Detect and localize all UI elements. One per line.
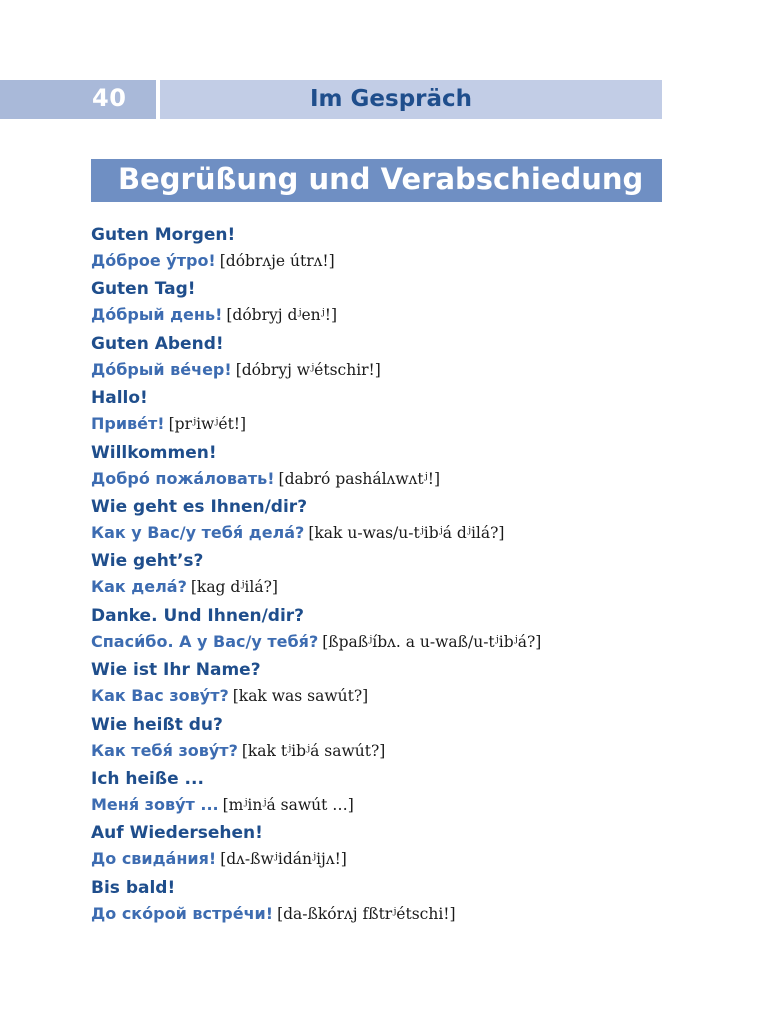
phrase-item (91, 604, 691, 655)
russian-phrase: До свида́ния! (91, 849, 217, 869)
russian-line (91, 738, 691, 764)
german-phrase: Guten Morgen! (91, 225, 236, 245)
german-phrase: Wie ist Ihr Name? (91, 660, 261, 681)
german-phrase: Auf Wiedersehen! (91, 823, 263, 844)
german-phrase: Willkommen! (91, 442, 217, 463)
russian-line (91, 248, 691, 274)
russian-line (91, 411, 691, 437)
transliteration: [kag dʲilá?] (190, 578, 278, 597)
chapter-title: Im Gespräch (310, 86, 473, 112)
russian-line (91, 792, 691, 818)
phrase-item (91, 767, 691, 818)
russian-line (91, 901, 691, 927)
german-phrase: Ich heiße ... (91, 768, 204, 789)
transliteration: [kak tʲibʲá sawút?] (241, 741, 386, 760)
phrase-item (91, 386, 691, 437)
transliteration: [dóbryj dʲenʲ!] (226, 306, 338, 325)
german-phrase: Bis bald! (91, 877, 176, 898)
phrase-item (91, 441, 691, 492)
transliteration: [dóbryj wʲétschir!] (235, 360, 381, 379)
russian-phrase: Как Вас зову́т? (91, 686, 229, 706)
russian-line (91, 466, 691, 492)
transliteration: [kak was sawút?] (232, 687, 369, 706)
transliteration: [ßpaßʲíbʌ. a u-waß/u-tʲibʲá?] (322, 632, 542, 651)
page-number-box (0, 80, 156, 119)
section-title: Begrüßung und Verabschiedung (118, 162, 644, 196)
phrase-list (91, 223, 691, 930)
russian-line (91, 846, 691, 872)
russian-phrase: До́брый день! (91, 305, 223, 325)
russian-line (91, 629, 691, 655)
transliteration: [kak u-was/u-tʲibʲá dʲilá?] (308, 523, 505, 542)
transliteration: [prʲiwʲét!] (168, 415, 247, 434)
russian-line (91, 520, 691, 546)
german-phrase: Wie geht es Ihnen/dir? (91, 496, 308, 517)
transliteration: [da-ßkórʌj fßtrʲétschi!] (277, 904, 456, 923)
phrase-item (91, 495, 691, 546)
russian-phrase: Меня́ зову́т ... (91, 794, 219, 814)
german-phrase: Hallo! (91, 388, 148, 409)
german-phrase: Wie heißt du? (91, 714, 223, 735)
phrase-item (91, 658, 691, 709)
transliteration: [dóbrʌje útrʌ!] (219, 252, 335, 270)
phrase-item (91, 223, 691, 274)
page-header (0, 80, 662, 119)
russian-phrase: Как у Вас/у тебя́ дела́? (91, 522, 305, 542)
phrase-item (91, 821, 691, 872)
german-phrase: Guten Tag! (91, 279, 196, 300)
russian-phrase: Как тебя́ зову́т? (91, 740, 238, 760)
section-heading-bar (91, 159, 662, 202)
russian-phrase: Добро́ пожа́ловать! (91, 468, 275, 488)
russian-line (91, 574, 691, 600)
chapter-box (160, 80, 662, 119)
russian-line (91, 357, 691, 383)
russian-line (91, 683, 691, 709)
russian-line (91, 302, 691, 328)
phrase-item (91, 332, 691, 383)
german-phrase: Guten Abend! (91, 333, 224, 354)
russian-phrase: Как дела́? (91, 577, 187, 597)
russian-phrase: Приве́т! (91, 414, 165, 434)
transliteration: [dabró pashálʌwʌtʲ!] (278, 469, 440, 488)
russian-phrase: До́брое у́тро! (91, 251, 216, 270)
transliteration: [mʲinʲá sawút …] (222, 795, 354, 814)
page-number: 40 (92, 84, 127, 112)
phrase-item (91, 277, 691, 328)
russian-phrase: Спаси́бо. А у Вас/у тебя́? (91, 631, 319, 651)
phrase-item (91, 549, 691, 600)
russian-phrase: До́брый ве́чер! (91, 359, 232, 379)
german-phrase: Danke. Und Ihnen/dir? (91, 605, 305, 626)
phrase-item (91, 713, 691, 764)
german-phrase: Wie geht’s? (91, 551, 204, 572)
phrase-item (91, 876, 691, 927)
transliteration: [dʌ-ßwʲidánʲijʌ!] (220, 850, 347, 869)
russian-phrase: До ско́рой встре́чи! (91, 903, 274, 923)
